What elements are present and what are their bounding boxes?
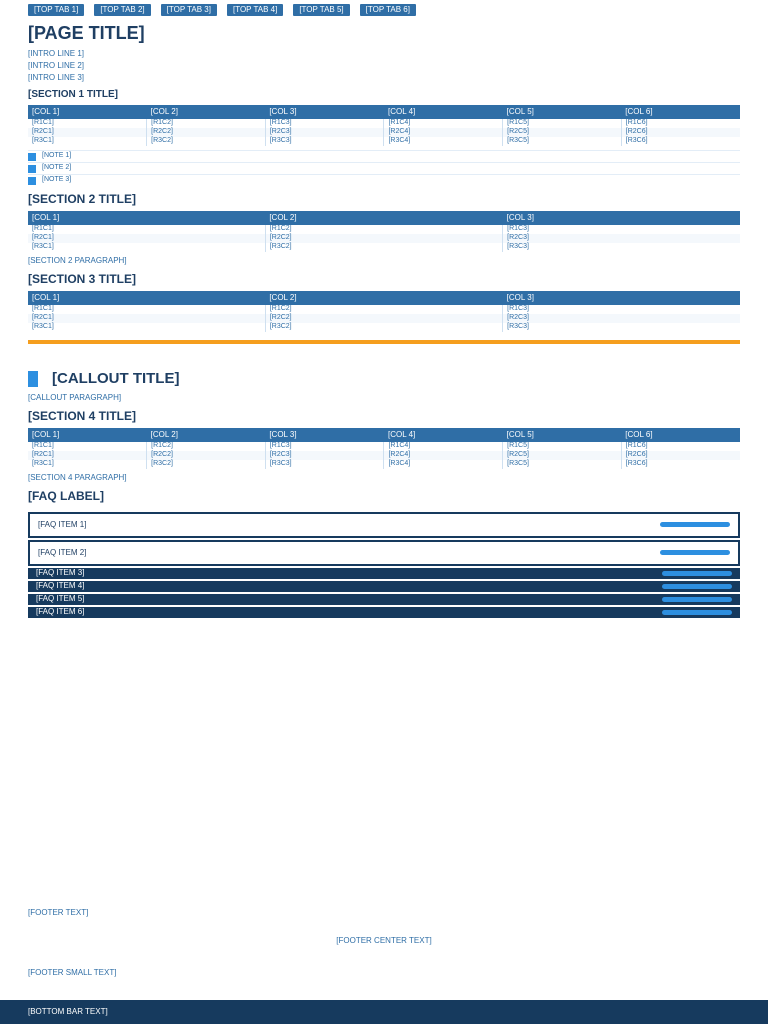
- note-text: [NOTE 2]: [42, 164, 72, 172]
- table-cell: [R3C5]: [503, 460, 622, 469]
- table-cell: [R3C4]: [384, 137, 503, 146]
- callout-title: [CALLOUT TITLE]: [52, 370, 180, 387]
- faq-item-label: [FAQ ITEM 1]: [38, 519, 87, 529]
- table-header: [COL 1]: [28, 211, 265, 225]
- table-cell: [R1C3]: [265, 442, 384, 451]
- table-row: [28, 119, 740, 128]
- table-cell: [R3C2]: [265, 323, 502, 332]
- table-header: [COL 5]: [503, 105, 622, 119]
- bottom-bar-text: [BOTTOM BAR TEXT]: [28, 1007, 108, 1016]
- expand-toggle-icon[interactable]: [660, 550, 730, 555]
- table-cell: [R2C2]: [265, 234, 502, 243]
- footer-text: [FOOTER TEXT]: [28, 908, 89, 917]
- table-header: [COL 1]: [28, 105, 147, 119]
- footer-center[interactable]: [FOOTER CENTER TEXT]: [336, 936, 432, 945]
- callout-paragraph: [CALLOUT PARAGRAPH]: [28, 392, 122, 402]
- table-header: [COL 6]: [621, 105, 740, 119]
- table-cell: [R1C6]: [621, 442, 740, 451]
- table-cell: [R1C3]: [503, 225, 740, 234]
- faq-item[interactable]: [28, 594, 740, 605]
- intro-line: [INTRO LINE 2]: [28, 60, 85, 70]
- table-3: [28, 291, 740, 332]
- table-cell: [R1C4]: [384, 442, 503, 451]
- table-header: [COL 4]: [384, 428, 503, 442]
- table-header: [COL 2]: [265, 291, 502, 305]
- table-cell: [R2C2]: [265, 314, 502, 323]
- faq-item-label: [FAQ ITEM 3]: [36, 568, 85, 578]
- faq-item[interactable]: [28, 607, 740, 618]
- footer-small: [FOOTER SMALL TEXT]: [28, 968, 117, 977]
- table-header: [COL 3]: [503, 291, 740, 305]
- table-cell: [R1C5]: [503, 442, 622, 451]
- table-row: [28, 225, 740, 234]
- table-cell: [R2C4]: [384, 128, 503, 137]
- table-cell: [R3C3]: [265, 460, 384, 469]
- table-header: [COL 5]: [503, 428, 622, 442]
- table-cell: [R3C2]: [147, 137, 266, 146]
- faq-item[interactable]: [28, 568, 740, 579]
- table-cell: [R2C2]: [147, 451, 266, 460]
- table-cell: [R3C6]: [621, 460, 740, 469]
- table-cell: [R1C4]: [384, 119, 503, 128]
- table-cell: [R3C1]: [32, 459, 54, 467]
- table-cell: [R2C6]: [621, 451, 740, 460]
- table-cell: [R1C1]: [32, 305, 54, 313]
- expand-toggle-icon[interactable]: [662, 584, 732, 589]
- table-cell: [R2C2]: [147, 128, 266, 137]
- table-cell: [R3C6]: [621, 137, 740, 146]
- note-marker-icon: [28, 153, 36, 161]
- table-header: [COL 3]: [503, 211, 740, 225]
- intro-line: [INTRO LINE 1]: [28, 48, 85, 58]
- table-header: [COL 3]: [265, 428, 384, 442]
- table-cell: [R2C1]: [28, 128, 147, 137]
- table-cell: [R2C1]: [28, 451, 147, 460]
- table-cell: [R2C1]: [28, 314, 265, 323]
- table-cell: [R1C3]: [265, 119, 384, 128]
- table-cell: [R1C3]: [503, 305, 740, 314]
- faq-item-label: [FAQ ITEM 4]: [36, 581, 85, 591]
- top-tab-6[interactable]: [TOP TAB 6]: [360, 4, 416, 16]
- faq-item-label: [FAQ ITEM 2]: [38, 547, 87, 557]
- note-text: [NOTE 3]: [42, 176, 72, 184]
- table-header: [COL 2]: [265, 211, 502, 225]
- table-cell: [R3C5]: [503, 137, 622, 146]
- table-cell: [R1C1]: [32, 225, 54, 233]
- section-4-title: [SECTION 4 TITLE]: [28, 408, 136, 423]
- expand-toggle-icon[interactable]: [662, 597, 732, 602]
- note-row: [28, 174, 740, 186]
- note-row: [28, 150, 740, 162]
- bottom-bar: [0, 1000, 768, 1024]
- table-row: [28, 234, 740, 243]
- section-2-paragraph: [SECTION 2 PARAGRAPH]: [28, 256, 127, 265]
- table-cell: [R3C3]: [265, 137, 384, 146]
- table-header: [COL 1]: [28, 291, 265, 305]
- table-cell: [R1C1]: [32, 441, 54, 449]
- faq-item[interactable]: [28, 540, 740, 566]
- note-marker-icon: [28, 165, 36, 173]
- table-cell: [R1C2]: [147, 442, 266, 451]
- expand-toggle-icon[interactable]: [662, 571, 732, 576]
- table-row: [28, 451, 740, 460]
- section-4-paragraph: [SECTION 4 PARAGRAPH]: [28, 472, 127, 482]
- faq-item[interactable]: [28, 512, 740, 538]
- faq-item-label: [FAQ ITEM 6]: [36, 607, 85, 617]
- table-header: [COL 2]: [147, 428, 266, 442]
- table-cell: [R1C5]: [503, 119, 622, 128]
- table-cell: [R2C3]: [503, 234, 740, 243]
- table-row: [28, 128, 740, 137]
- table-cell: [R3C4]: [384, 460, 503, 469]
- top-tab-3[interactable]: [TOP TAB 3]: [161, 4, 217, 16]
- section-3-title: [SECTION 3 TITLE]: [28, 272, 136, 286]
- table-row: [28, 243, 740, 252]
- page-title: [PAGE TITLE]: [28, 23, 145, 43]
- table-row: [28, 137, 740, 146]
- table-row: [28, 442, 740, 451]
- table-row: [28, 460, 740, 469]
- faq-item-label: [FAQ ITEM 5]: [36, 594, 85, 604]
- table-header: [COL 6]: [621, 428, 740, 442]
- intro: [28, 49, 740, 83]
- table-cell: [R3C2]: [147, 460, 266, 469]
- table-1: [28, 105, 740, 146]
- top-tab-2[interactable]: [TOP TAB 2]: [94, 4, 150, 16]
- intro-line: [INTRO LINE 3]: [28, 72, 85, 82]
- table-cell: [R1C2]: [147, 119, 266, 128]
- table-2: [28, 211, 740, 252]
- table-cell: [R2C5]: [503, 128, 622, 137]
- table-cell: [R3C1]: [32, 323, 54, 331]
- notes: [28, 150, 740, 186]
- table-4: [28, 428, 740, 469]
- note-marker-icon: [28, 177, 36, 185]
- table-cell: [R3C1]: [32, 243, 54, 251]
- top-strip: [0, 0, 768, 20]
- faq-item[interactable]: [28, 581, 740, 592]
- table-cell: [R1C2]: [265, 305, 502, 314]
- faq-list: [28, 512, 740, 618]
- table-cell: [R2C4]: [384, 451, 503, 460]
- note-text: [NOTE 1]: [42, 152, 72, 160]
- table-cell: [R1C6]: [621, 119, 740, 128]
- top-tab-4[interactable]: [TOP TAB 4]: [227, 4, 283, 16]
- table-cell: [R1C1]: [32, 119, 54, 127]
- callout-flag-icon: [28, 371, 38, 387]
- table-header: [COL 1]: [28, 428, 147, 442]
- table-cell: [R3C3]: [503, 323, 740, 332]
- table-row: [28, 314, 740, 323]
- table-header: [COL 2]: [147, 105, 266, 119]
- section-divider: [28, 340, 740, 344]
- expand-toggle-icon[interactable]: [660, 522, 730, 527]
- note-row: [28, 162, 740, 174]
- top-tab-5[interactable]: [TOP TAB 5]: [293, 4, 349, 16]
- section-1-title: [SECTION 1 TITLE]: [28, 88, 118, 100]
- table-row: [28, 305, 740, 314]
- table-row: [28, 323, 740, 332]
- section-2-title: [SECTION 2 TITLE]: [28, 192, 136, 206]
- table-cell: [R2C3]: [265, 128, 384, 137]
- table-cell: [R2C6]: [621, 128, 740, 137]
- table-cell: [R3C2]: [265, 243, 502, 252]
- table-cell: [R2C3]: [503, 314, 740, 323]
- table-cell: [R2C1]: [28, 234, 265, 243]
- table-cell: [R3C1]: [32, 137, 54, 145]
- faq-label: [FAQ LABEL]: [28, 488, 104, 503]
- table-cell: [R1C2]: [265, 225, 502, 234]
- expand-toggle-icon[interactable]: [662, 610, 732, 615]
- table-cell: [R3C3]: [503, 243, 740, 252]
- callout: [28, 370, 740, 389]
- table-cell: [R2C5]: [503, 451, 622, 460]
- table-header: [COL 4]: [384, 105, 503, 119]
- table-cell: [R2C3]: [265, 451, 384, 460]
- table-header: [COL 3]: [265, 105, 384, 119]
- top-tab-1[interactable]: [TOP TAB 1]: [28, 4, 84, 16]
